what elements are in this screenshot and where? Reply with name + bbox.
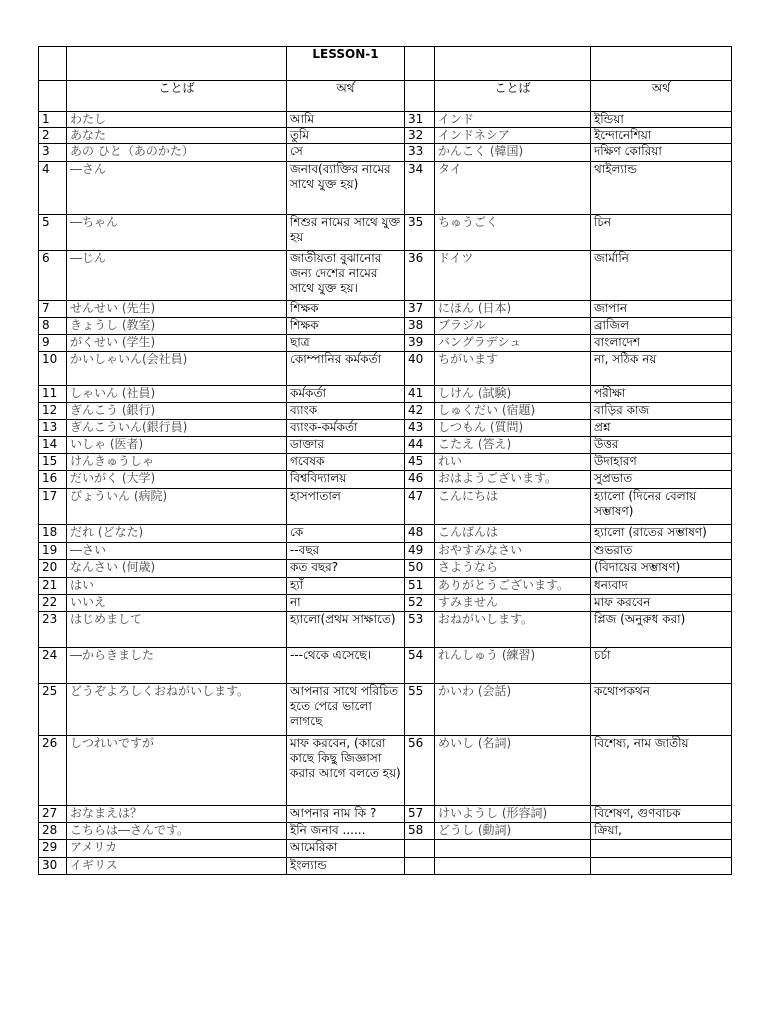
word-number: 41 bbox=[405, 386, 435, 403]
word-number: 15 bbox=[39, 454, 67, 471]
bengali-meaning: না, সঠিক নয় bbox=[591, 352, 732, 386]
bengali-meaning: আপনার নাম কি ? bbox=[287, 806, 405, 823]
japanese-word: わたし bbox=[67, 112, 287, 128]
japanese-word: けんきゅうしゃ bbox=[67, 454, 287, 471]
japanese-word: アメリカ bbox=[67, 840, 287, 858]
word-number: 21 bbox=[39, 578, 67, 595]
bengali-meaning bbox=[591, 840, 732, 858]
word-number: 20 bbox=[39, 560, 67, 578]
bengali-meaning: চিন bbox=[591, 215, 732, 251]
japanese-word: ―さん bbox=[67, 162, 287, 215]
table-row bbox=[39, 489, 732, 525]
table-row bbox=[39, 318, 732, 335]
bengali-meaning: গবেষক bbox=[287, 454, 405, 471]
bengali-meaning: ---থেকে এসেছে। bbox=[287, 648, 405, 684]
japanese-word: こちらは―さんです。 bbox=[67, 823, 287, 840]
word-number: 53 bbox=[405, 612, 435, 648]
japanese-word: びょういん (病院) bbox=[67, 489, 287, 525]
table-row bbox=[39, 471, 732, 489]
word-number: 28 bbox=[39, 823, 67, 840]
japanese-word: ブラジル bbox=[435, 318, 591, 335]
bengali-meaning: কর্মকর্তা bbox=[287, 386, 405, 403]
word-number: 52 bbox=[405, 595, 435, 612]
japanese-word: おはようございます。 bbox=[435, 471, 591, 489]
japanese-word: ありがとうございます。 bbox=[435, 578, 591, 595]
japanese-word: にほん (日本) bbox=[435, 301, 591, 318]
bengali-meaning: হ্যালো (দিনের বেলায় সম্ভাষণ) bbox=[591, 489, 732, 525]
japanese-word: ぎんこう (銀行) bbox=[67, 403, 287, 420]
lesson-title: LESSON-1 bbox=[287, 47, 405, 81]
table-row bbox=[39, 525, 732, 543]
bengali-meaning: দক্ষিণ কোরিয়া bbox=[591, 144, 732, 162]
bengali-meaning: চর্চা bbox=[591, 648, 732, 684]
japanese-word: いいえ bbox=[67, 595, 287, 612]
japanese-word: ―ちゃん bbox=[67, 215, 287, 251]
bengali-meaning: ছাত্র bbox=[287, 335, 405, 352]
japanese-word: せんせい (先生) bbox=[67, 301, 287, 318]
word-number: 42 bbox=[405, 403, 435, 420]
word-number: 14 bbox=[39, 437, 67, 454]
table-row bbox=[39, 578, 732, 595]
word-number: 7 bbox=[39, 301, 67, 318]
bengali-meaning: থাইল্যান্ড bbox=[591, 162, 732, 215]
bengali-meaning: ব্যাংক-কর্মকর্তা bbox=[287, 420, 405, 437]
japanese-word: しゃいん (社員) bbox=[67, 386, 287, 403]
table-row bbox=[39, 595, 732, 612]
word-number: 3 bbox=[39, 144, 67, 162]
japanese-word: こたえ (答え) bbox=[435, 437, 591, 454]
word-number: 39 bbox=[405, 335, 435, 352]
japanese-word: れんしゅう (練習) bbox=[435, 648, 591, 684]
word-number: 44 bbox=[405, 437, 435, 454]
table-row bbox=[39, 403, 732, 420]
word-number: 19 bbox=[39, 543, 67, 560]
word-number: 43 bbox=[405, 420, 435, 437]
bengali-meaning: শুভরাত bbox=[591, 543, 732, 560]
bengali-meaning: পরীক্ষা bbox=[591, 386, 732, 403]
word-number: 13 bbox=[39, 420, 67, 437]
table-row bbox=[39, 162, 732, 215]
word-number: 30 bbox=[39, 858, 67, 875]
table-row bbox=[39, 823, 732, 840]
table-row bbox=[39, 454, 732, 471]
japanese-word: がくせい (学生) bbox=[67, 335, 287, 352]
word-number: 23 bbox=[39, 612, 67, 648]
japanese-word: こんばんは bbox=[435, 525, 591, 543]
bengali-meaning: --বছর bbox=[287, 543, 405, 560]
japanese-word: ―じん bbox=[67, 251, 287, 301]
word-number: 38 bbox=[405, 318, 435, 335]
word-number: 6 bbox=[39, 251, 67, 301]
bengali-meaning: শিক্ষক bbox=[287, 318, 405, 335]
bengali-meaning: জার্মানি bbox=[591, 251, 732, 301]
japanese-word: だいがく (大学) bbox=[67, 471, 287, 489]
japanese-word: しつもん (質問) bbox=[435, 420, 591, 437]
japanese-word: なんさい (何歳) bbox=[67, 560, 287, 578]
bengali-meaning: হ্যালো (রাতের সম্ভাষণ) bbox=[591, 525, 732, 543]
table-row bbox=[39, 215, 732, 251]
table-row bbox=[39, 648, 732, 684]
bengali-meaning: আপনার সাথে পরিচিত হতে পেরে ভালো লাগছে bbox=[287, 684, 405, 736]
word-number: 56 bbox=[405, 736, 435, 806]
japanese-word: れい bbox=[435, 454, 591, 471]
japanese-word: いしゃ (医者) bbox=[67, 437, 287, 454]
word-number bbox=[405, 858, 435, 875]
bengali-meaning: বাড়ির কাজ bbox=[591, 403, 732, 420]
meaning-column-header-left: অর্থ bbox=[287, 81, 405, 112]
word-number: 18 bbox=[39, 525, 67, 543]
japanese-word: しけん (試験) bbox=[435, 386, 591, 403]
japanese-word: かんこく (韓国) bbox=[435, 144, 591, 162]
table-row bbox=[39, 128, 732, 144]
bengali-meaning: ইনি জনাব ...... bbox=[287, 823, 405, 840]
japanese-word: イギリス bbox=[67, 858, 287, 875]
bengali-meaning: (বিদায়ের সম্ভাষণ) bbox=[591, 560, 732, 578]
word-column-header-right: ことば bbox=[435, 81, 591, 112]
japanese-word: ぎんこういん(銀行員) bbox=[67, 420, 287, 437]
word-number: 31 bbox=[405, 112, 435, 128]
word-number: 29 bbox=[39, 840, 67, 858]
bengali-meaning: বাংলাদেশ bbox=[591, 335, 732, 352]
table-row bbox=[39, 420, 732, 437]
word-number: 9 bbox=[39, 335, 67, 352]
word-number: 16 bbox=[39, 471, 67, 489]
word-number: 45 bbox=[405, 454, 435, 471]
word-number: 58 bbox=[405, 823, 435, 840]
table-row bbox=[39, 858, 732, 875]
word-number: 32 bbox=[405, 128, 435, 144]
japanese-word: おなまえは？ bbox=[67, 806, 287, 823]
bengali-meaning: ব্যাংক bbox=[287, 403, 405, 420]
bengali-meaning: উদাহারণ bbox=[591, 454, 732, 471]
bengali-meaning: সে bbox=[287, 144, 405, 162]
japanese-word: おねがいします。 bbox=[435, 612, 591, 648]
word-number: 48 bbox=[405, 525, 435, 543]
bengali-meaning: ডাক্তার bbox=[287, 437, 405, 454]
bengali-meaning: ইন্দোনেশিয়া bbox=[591, 128, 732, 144]
word-number: 11 bbox=[39, 386, 67, 403]
word-number: 40 bbox=[405, 352, 435, 386]
japanese-word bbox=[435, 858, 591, 875]
header-row bbox=[39, 81, 732, 112]
word-number: 54 bbox=[405, 648, 435, 684]
japanese-word: タイ bbox=[435, 162, 591, 215]
japanese-word: けいようし (形容詞) bbox=[435, 806, 591, 823]
japanese-word: ドイツ bbox=[435, 251, 591, 301]
bengali-meaning: তুমি bbox=[287, 128, 405, 144]
word-number: 25 bbox=[39, 684, 67, 736]
table-row bbox=[39, 612, 732, 648]
bengali-meaning: প্লিজ (অনুরুধ করা) bbox=[591, 612, 732, 648]
word-number: 33 bbox=[405, 144, 435, 162]
bengali-meaning: ক্রিয়া, bbox=[591, 823, 732, 840]
word-number: 46 bbox=[405, 471, 435, 489]
word-column-header-left: ことば bbox=[67, 81, 287, 112]
table-row bbox=[39, 386, 732, 403]
word-number: 34 bbox=[405, 162, 435, 215]
bengali-meaning: মাফ করবেন, (কারো কাছে কিছু জিজ্ঞাসা করার আগে বলতে হয়) bbox=[287, 736, 405, 806]
japanese-word: バングラデシュ bbox=[435, 335, 591, 352]
table-row bbox=[39, 112, 732, 128]
bengali-meaning: সুপ্রভাত bbox=[591, 471, 732, 489]
word-number: 24 bbox=[39, 648, 67, 684]
bengali-meaning: বিশ্ববিদ্যালয় bbox=[287, 471, 405, 489]
word-number: 47 bbox=[405, 489, 435, 525]
table-row bbox=[39, 736, 732, 806]
bengali-meaning: কোম্পানির কর্মকর্তা bbox=[287, 352, 405, 386]
word-number: 2 bbox=[39, 128, 67, 144]
japanese-word bbox=[435, 840, 591, 858]
word-number: 10 bbox=[39, 352, 67, 386]
bengali-meaning: জনাব(ব্যাক্তির নামের সাথে যুক্ত হয়) bbox=[287, 162, 405, 215]
bengali-meaning: জাতীয়তা বুঝানোর জন্য দেশের নামের সাথে যুক্ত হয়। bbox=[287, 251, 405, 301]
word-number: 4 bbox=[39, 162, 67, 215]
table-row bbox=[39, 684, 732, 736]
japanese-word: こんにちは bbox=[435, 489, 591, 525]
japanese-word: すみません bbox=[435, 595, 591, 612]
japanese-word: あなた bbox=[67, 128, 287, 144]
bengali-meaning: হ্যালো(প্রথম সাক্ষাতে) bbox=[287, 612, 405, 648]
japanese-word: はじめまして bbox=[67, 612, 287, 648]
bengali-meaning: ইংল্যান্ড bbox=[287, 858, 405, 875]
table-row bbox=[39, 543, 732, 560]
word-number: 1 bbox=[39, 112, 67, 128]
bengali-meaning: আমেরিকা bbox=[287, 840, 405, 858]
japanese-word: さようなら bbox=[435, 560, 591, 578]
bengali-meaning: ইন্ডিয়া bbox=[591, 112, 732, 128]
meaning-column-header-right: অর্থ bbox=[591, 81, 732, 112]
japanese-word: かいしゃいん(会社員) bbox=[67, 352, 287, 386]
japanese-word: どうし (動詞) bbox=[435, 823, 591, 840]
bengali-meaning: কত বছর? bbox=[287, 560, 405, 578]
word-number: 37 bbox=[405, 301, 435, 318]
bengali-meaning: না bbox=[287, 595, 405, 612]
japanese-word: しつれいですが bbox=[67, 736, 287, 806]
word-number: 22 bbox=[39, 595, 67, 612]
japanese-word: だれ (どなた) bbox=[67, 525, 287, 543]
table-row bbox=[39, 560, 732, 578]
word-number: 55 bbox=[405, 684, 435, 736]
title-row bbox=[39, 47, 732, 81]
japanese-word: インド bbox=[435, 112, 591, 128]
japanese-word: ちがいます bbox=[435, 352, 591, 386]
vocabulary-table bbox=[38, 46, 732, 875]
japanese-word: ―からきました bbox=[67, 648, 287, 684]
table-row bbox=[39, 144, 732, 162]
bengali-meaning: কে bbox=[287, 525, 405, 543]
table-row bbox=[39, 352, 732, 386]
japanese-word: めいし (名詞) bbox=[435, 736, 591, 806]
japanese-word: あの ひと（あのかた） bbox=[67, 144, 287, 162]
bengali-meaning: শিশুর নামের সাথে যুক্ত হয় bbox=[287, 215, 405, 251]
table-row bbox=[39, 806, 732, 823]
japanese-word: きょうし (教室) bbox=[67, 318, 287, 335]
word-number: 26 bbox=[39, 736, 67, 806]
japanese-word: かいわ (会話) bbox=[435, 684, 591, 736]
table-row bbox=[39, 301, 732, 318]
word-number: 57 bbox=[405, 806, 435, 823]
table-row bbox=[39, 335, 732, 352]
bengali-meaning: প্রশ্ন bbox=[591, 420, 732, 437]
bengali-meaning: হাসপাতাল bbox=[287, 489, 405, 525]
bengali-meaning: বিশেষ্য, নাম জাতীয় bbox=[591, 736, 732, 806]
table-row bbox=[39, 251, 732, 301]
japanese-word: はい bbox=[67, 578, 287, 595]
bengali-meaning: মাফ করবেন bbox=[591, 595, 732, 612]
bengali-meaning: উত্তর bbox=[591, 437, 732, 454]
bengali-meaning: ধন্যবাদ bbox=[591, 578, 732, 595]
japanese-word: ちゅうごく bbox=[435, 215, 591, 251]
japanese-word: インドネシア bbox=[435, 128, 591, 144]
word-number: 36 bbox=[405, 251, 435, 301]
word-number: 49 bbox=[405, 543, 435, 560]
word-number: 35 bbox=[405, 215, 435, 251]
bengali-meaning: শিক্ষক bbox=[287, 301, 405, 318]
word-number: 27 bbox=[39, 806, 67, 823]
table-row bbox=[39, 437, 732, 454]
bengali-meaning: হ্যাঁ bbox=[287, 578, 405, 595]
word-number: 12 bbox=[39, 403, 67, 420]
word-number bbox=[405, 840, 435, 858]
bengali-meaning: আমি bbox=[287, 112, 405, 128]
japanese-word: おやすみなさい bbox=[435, 543, 591, 560]
japanese-word: どうぞよろしくおねがいします。 bbox=[67, 684, 287, 736]
bengali-meaning: বিশেষণ, গুণবাচক bbox=[591, 806, 732, 823]
bengali-meaning: কথোপকথন bbox=[591, 684, 732, 736]
word-number: 8 bbox=[39, 318, 67, 335]
bengali-meaning: জাপান bbox=[591, 301, 732, 318]
table-row bbox=[39, 840, 732, 858]
bengali-meaning bbox=[591, 858, 732, 875]
word-number: 50 bbox=[405, 560, 435, 578]
word-number: 51 bbox=[405, 578, 435, 595]
japanese-word: ―さい bbox=[67, 543, 287, 560]
word-number: 17 bbox=[39, 489, 67, 525]
word-number: 5 bbox=[39, 215, 67, 251]
japanese-word: しゅくだい (宿題) bbox=[435, 403, 591, 420]
bengali-meaning: ব্রাজিল bbox=[591, 318, 732, 335]
